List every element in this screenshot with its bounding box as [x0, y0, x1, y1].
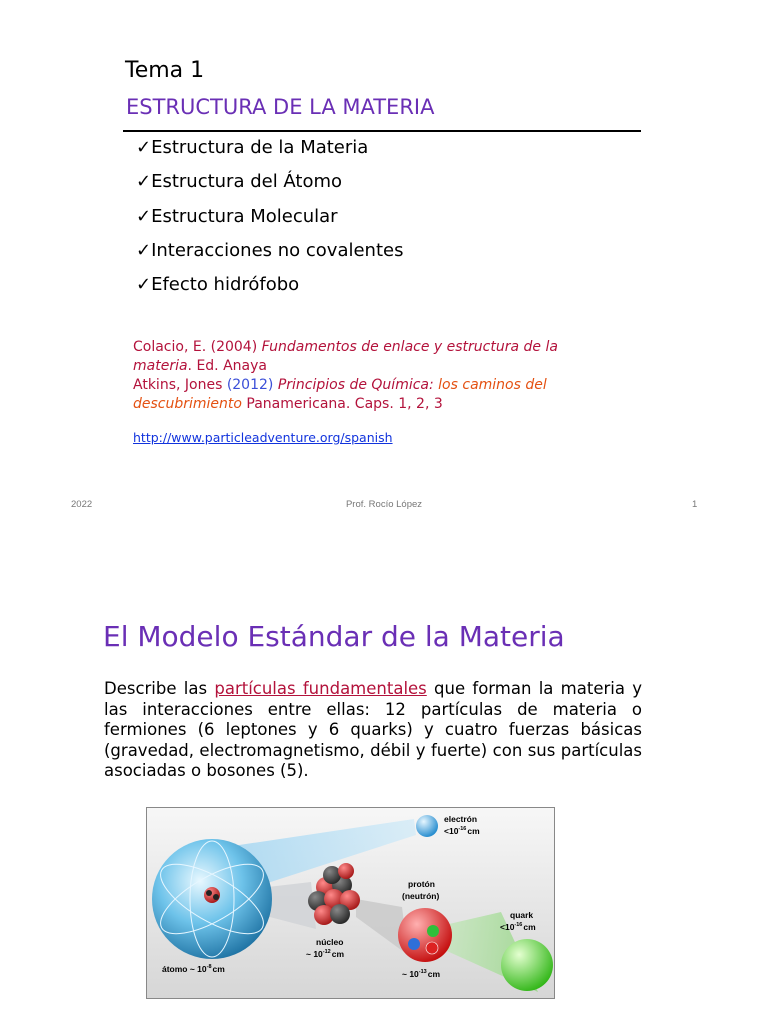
desc-text: Describe las: [104, 679, 215, 698]
ref-title: Principios de Química:: [277, 377, 439, 393]
topic-item: ✓Efecto hidrófobo: [136, 274, 300, 296]
proton-size: ~ $10^{-13}cm$: [402, 969, 441, 979]
electron-label: electrón: [444, 814, 478, 824]
reference-colacio: [133, 338, 603, 376]
electron-size: $<10^{-16}cm$: [444, 826, 480, 836]
nucleus-size: ~ $10^{-12}cm$: [306, 949, 345, 959]
ref-year: (2012): [226, 377, 278, 393]
topic-item: ✓Estructura de la Materia: [136, 137, 369, 158]
particle-adventure-link[interactable]: http://www.particleadventure.org/spanish: [133, 430, 393, 445]
ref-author: Atkins, Jones: [133, 377, 227, 393]
reference-atkins: [133, 376, 603, 414]
quark-label: quark: [510, 910, 534, 920]
quark-size: $<10^{-16}cm$: [500, 922, 536, 932]
desc-text: que forman la materia y las interacciones entre ellas: 12 partículas de materia o fermiones (6 leptones y 6 quarks) y cuatro fuerzas básicas (gravedad, electromagnetismo, débil y fuerte) con sus partículas asociadas o bosones (5).: [104, 679, 642, 780]
fundamental-particles-link[interactable]: partículas fundamentales: [214, 679, 427, 698]
topic-item: ✓Estructura del Átomo: [136, 171, 343, 193]
slide-subtitle: ESTRUCTURA DE LA MATERIA: [126, 95, 435, 119]
title-divider: [123, 130, 641, 132]
footer-year: 2022: [71, 499, 93, 510]
description-paragraph: [104, 679, 642, 782]
proton-sphere: [398, 908, 452, 962]
ref-publisher: Panamericana. Caps. 1, 2, 3: [241, 396, 443, 412]
ref-title: Fundamentos de enlace y estructura de la materia: [133, 339, 558, 374]
topic-item: ✓Estructura Molecular: [136, 205, 338, 227]
electron-sphere: [416, 815, 438, 837]
neutron-label: (neutrón): [402, 891, 440, 901]
topic-item: ✓Interacciones no covalentes: [136, 239, 404, 261]
proton-label: protón: [408, 879, 435, 889]
references: [133, 338, 603, 414]
nucleus-label: núcleo: [316, 937, 344, 947]
footer-page-number: 1: [692, 499, 698, 510]
quark-sphere: [501, 939, 553, 991]
ref-author: Colacio, E. (2004): [133, 339, 262, 355]
ref-title-subtitle: los caminos del descubrimiento: [133, 377, 547, 412]
slide-heading: Tema 1: [125, 58, 205, 83]
topic-list: [136, 136, 403, 307]
atom-size-label: átomo ~ $10^{-8}cm$: [162, 964, 225, 974]
ref-publisher: . Ed. Anaya: [187, 358, 267, 374]
atom-scale-figure: [146, 807, 555, 999]
footer-author: Prof. Rocío López: [345, 499, 423, 510]
slide-title: El Modelo Estándar de la Materia: [103, 620, 565, 653]
